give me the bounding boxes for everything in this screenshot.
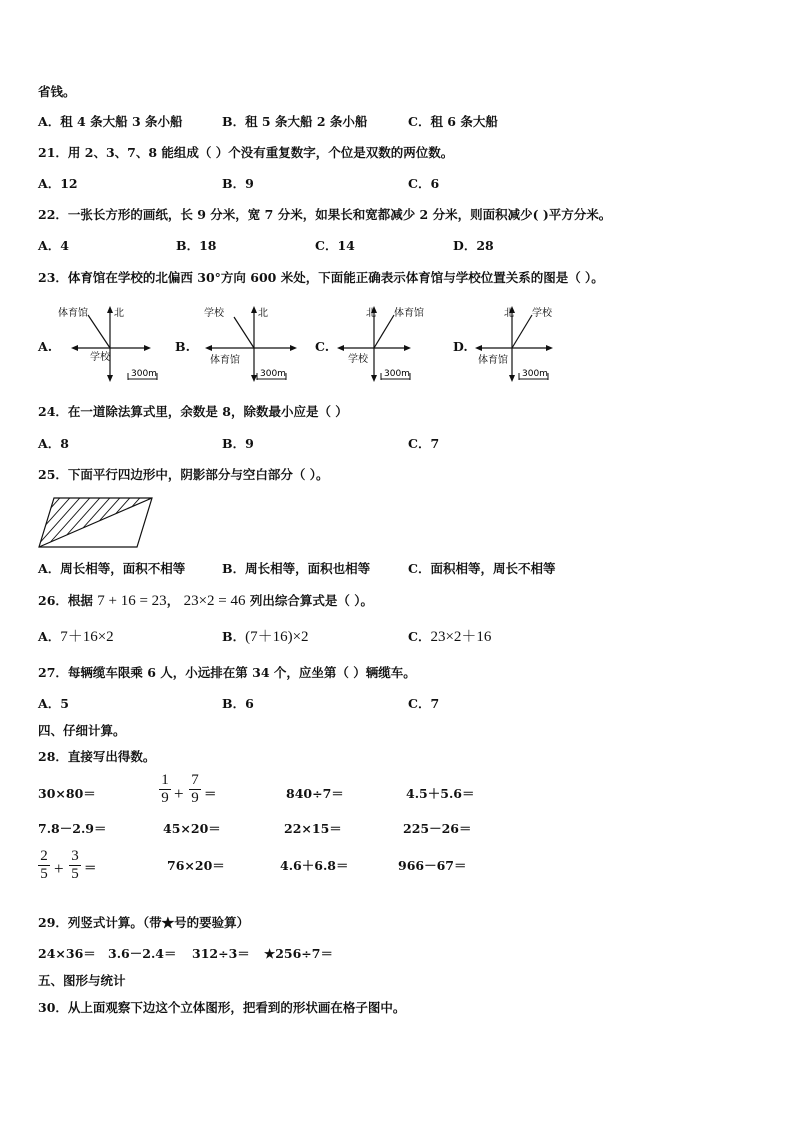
q26-option-a xyxy=(38,630,114,645)
q28-r3c3: 4.6＋6.8＝ xyxy=(280,858,349,873)
parallelogram-figure xyxy=(36,494,156,550)
numerator: 2 xyxy=(40,848,48,864)
q25-option-a: A．周长相等，面积不相等 xyxy=(38,561,186,576)
scale-label: 300m xyxy=(131,369,157,379)
q24-option-c: C．7 xyxy=(408,436,440,451)
school-label: 学校 xyxy=(90,352,110,363)
q26-separator: ， xyxy=(166,593,180,608)
q22-stem: 22．一张长方形的画纸，长 9 分米，宽 7 分米，如果长和宽都减少 2 分米，则面积减少( )平方分米。 xyxy=(38,207,612,222)
intro-text: 省钱。 xyxy=(38,84,76,99)
q25-option-c: C．面积相等，周长不相等 xyxy=(408,561,556,576)
q23-option-b-label: B. xyxy=(175,339,190,354)
q20-option-b: B．租 5 条大船 2 条小船 xyxy=(222,114,368,129)
numerator: 1 xyxy=(161,772,169,788)
fraction-3-5 xyxy=(69,849,81,882)
scale-label: 300m xyxy=(522,369,548,379)
q28-r2c1: 7.8－2.9＝ xyxy=(38,821,107,836)
section-4-heading: 四、仔细计算。 xyxy=(38,723,126,738)
scale-label: 300m xyxy=(384,369,410,379)
q28-r1c3: 840÷7＝ xyxy=(286,786,344,801)
q24-option-b: B．9 xyxy=(222,436,254,451)
q23-diagram-a xyxy=(56,303,164,385)
q23-diagram-b xyxy=(194,303,306,385)
q26-option-c xyxy=(408,630,491,645)
q26-equation-1: 7 + 16 = 23 xyxy=(97,593,167,609)
q21-option-c: C．6 xyxy=(408,176,440,191)
q27-stem: 27．每辆缆车限乘 6 人，小远排在第 34 个，应坐第（ ）辆缆车。 xyxy=(38,665,416,680)
school-label: 学校 xyxy=(204,308,224,319)
q23-diagram-c xyxy=(334,303,442,385)
q25-option-b: B．周长相等，面积也相等 xyxy=(222,561,371,576)
q23-option-c-label: C. xyxy=(315,339,330,354)
q26-option-a-label: A． xyxy=(38,629,61,644)
fraction-1-9 xyxy=(159,773,171,806)
q27-option-c: C．7 xyxy=(408,696,440,711)
plus-sign: + xyxy=(54,859,64,878)
q26-equation-2: 23×2 = 46 xyxy=(183,593,246,609)
q29-problem-3: 312÷3＝ xyxy=(192,946,250,961)
q20-option-a: A．租 4 条大船 3 条小船 xyxy=(38,114,183,129)
q28-r1c4: 4.5＋5.6＝ xyxy=(406,786,475,801)
scale-label: 300m xyxy=(260,369,286,379)
q23-stem: 23．体育馆在学校的北偏西 30°方向 600 米处，下面能正确表示体育馆与学校位置关系的图是（ ）。 xyxy=(38,270,604,285)
gym-label: 体育馆 xyxy=(394,308,424,319)
q23-diagram-d xyxy=(472,303,580,385)
north-label: 北 xyxy=(366,308,376,319)
q28-r3c2: 76×20＝ xyxy=(167,858,225,873)
q28-r3c4: 966－67＝ xyxy=(398,858,467,873)
north-label: 北 xyxy=(504,308,514,319)
north-label: 北 xyxy=(258,308,268,319)
q25-stem: 25．下面平行四边形中，阴影部分与空白部分（ ）。 xyxy=(38,467,329,482)
q26-stem-post: 列出综合算式是（ ）。 xyxy=(249,593,373,608)
numerator: 7 xyxy=(191,772,199,788)
q24-stem: 24．在一道除法算式里，余数是 8，除数最小应是（ ） xyxy=(38,404,348,419)
q28-r2c3: 22×15＝ xyxy=(284,821,342,836)
q26-option-b-expr: (7＋16)×2 xyxy=(245,629,309,645)
school-label: 学校 xyxy=(532,308,552,319)
plus-sign: + xyxy=(174,784,184,803)
q23-option-a-label: A. xyxy=(38,339,53,354)
q20-option-c: C．租 6 条大船 xyxy=(408,114,498,129)
numerator: 3 xyxy=(71,848,79,864)
q23-option-d-label: D. xyxy=(453,339,468,354)
q27-option-a: A．5 xyxy=(38,696,69,711)
equals-sign: ＝ xyxy=(84,860,97,875)
fraction-2-5 xyxy=(38,849,50,882)
q26-option-b-label: B． xyxy=(222,629,246,644)
denominator: 5 xyxy=(71,866,79,882)
q29-problem-1: 24×36＝ xyxy=(38,946,96,961)
q22-option-d: D．28 xyxy=(453,238,494,253)
q22-option-b: B．18 xyxy=(176,238,217,253)
q26-option-c-expr: 23×2＋16 xyxy=(430,629,492,645)
q24-option-a: A．8 xyxy=(38,436,69,451)
gym-label: 体育馆 xyxy=(210,355,240,366)
denominator: 9 xyxy=(161,790,169,806)
denominator: 9 xyxy=(191,790,199,806)
q21-option-a: A．12 xyxy=(38,176,78,191)
north-label: 北 xyxy=(114,308,124,319)
q26-option-c-label: C． xyxy=(408,629,431,644)
q26-stem xyxy=(38,594,373,609)
q26-stem-pre: 26．根据 xyxy=(38,593,93,608)
gym-label: 体育馆 xyxy=(478,355,508,366)
q22-option-a: A．4 xyxy=(38,238,69,253)
q29-problem-2: 3.6－2.4＝ xyxy=(108,946,177,961)
q30-stem: 30．从上面观察下边这个立体图形，把看到的形状画在格子图中。 xyxy=(38,1000,406,1015)
q27-option-b: B．6 xyxy=(222,696,254,711)
denominator: 5 xyxy=(40,866,48,882)
q29-stem: 29．列竖式计算。（带★号的要验算） xyxy=(38,915,250,930)
q28-stem: 28．直接写出得数。 xyxy=(38,749,156,764)
equals-sign: ＝ xyxy=(204,786,217,801)
q26-option-a-expr: 7＋16×2 xyxy=(60,629,114,645)
q29-problem-4: ★256÷7＝ xyxy=(264,946,333,961)
q26-option-b xyxy=(222,630,309,645)
q21-option-b: B．9 xyxy=(222,176,254,191)
q28-r2c2: 45×20＝ xyxy=(163,821,221,836)
fraction-7-9 xyxy=(189,773,201,806)
q28-r1c1: 30×80＝ xyxy=(38,786,96,801)
q22-option-c: C．14 xyxy=(315,238,355,253)
section-5-heading: 五、图形与统计 xyxy=(38,973,126,988)
q21-stem: 21．用 2、3、7、8 能组成（ ）个没有重复数字，个位是双数的两位数。 xyxy=(38,145,454,160)
gym-label: 体育馆 xyxy=(58,308,88,319)
q28-r2c4: 225－26＝ xyxy=(403,821,472,836)
school-label: 学校 xyxy=(348,354,368,365)
